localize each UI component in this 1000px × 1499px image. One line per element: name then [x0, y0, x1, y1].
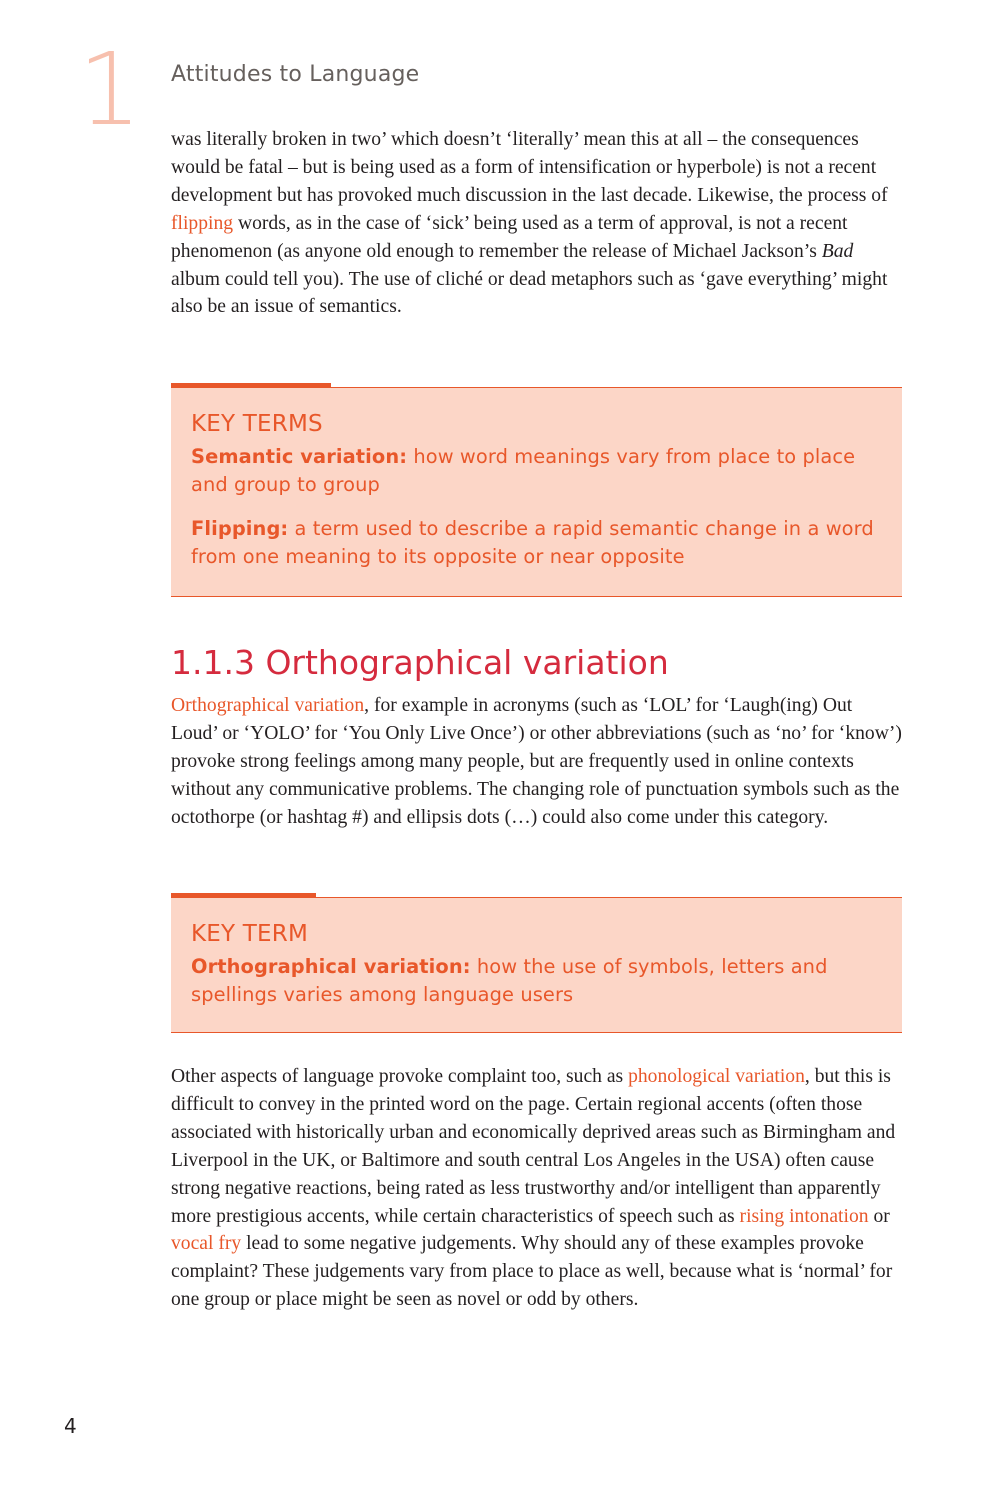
key-term-definition: how the use of symbols, letters and spellings varies among language users	[191, 955, 828, 1006]
body-paragraph	[171, 692, 903, 832]
text-run: , but this is difficult to convey in the printed word on the page. Certain regional accents (often those associated with historically urban and economically deprived areas such as Birmingham and Liverpool in the UK, or Baltimore and south central Los Angeles in the USA) often cause strong negative reactions, being rated as less trustworthy and/or intelligent than apparently more prestigious accents, while certain characteristics of speech such as	[171, 1066, 896, 1227]
text-run: was literally broken in two’ which doesn’t ‘literally’ mean this at all – the consequences would be fatal – but is being used as a form of intensification or hyperbole) is not a recent development but has provoked much discussion in the last decade. Likewise, the process of	[171, 129, 888, 206]
key-terms-box	[171, 387, 902, 597]
chapter-number: 1	[78, 31, 142, 148]
text-run: words, as in the case of ‘sick’ being used as a term of approval, is not a recent phenomenon (as anyone old enough to remember the release of Michael Jackson’s	[171, 212, 848, 262]
glossary-link-rising-intonation[interactable]: rising intonation	[739, 1205, 869, 1227]
glossary-link-flipping[interactable]: flipping	[171, 212, 234, 234]
key-terms-heading: KEY TERMS	[191, 411, 323, 437]
glossary-link-phonological-variation[interactable]: phonological variation	[628, 1066, 805, 1087]
key-term-heading: KEY TERM	[191, 921, 308, 947]
body-paragraph	[171, 1063, 903, 1314]
key-term-word: Orthographical variation:	[191, 955, 471, 978]
text-run: lead to some negative judgements. Why should any of these examples provoke complaint? These judgements vary from place to place as well, because what is ‘normal’ for one group or place might be seen as novel or odd by others.	[171, 1233, 893, 1311]
body-paragraph	[171, 126, 903, 321]
glossary-link-orthographical-variation[interactable]: Orthographical variation	[171, 695, 365, 716]
key-term-word: Semantic variation:	[191, 445, 408, 468]
key-term-definition: how word meanings vary from place to place and group to group	[191, 445, 856, 496]
running-head-title: Attitudes to Language	[171, 62, 420, 87]
key-term-entry	[191, 953, 882, 1009]
intro-paragraph-block	[171, 126, 903, 321]
phonological-paragraph-block	[171, 1063, 903, 1314]
box-accent-bar	[171, 893, 316, 898]
key-term-definition: a term used to describe a rapid semantic change in a word from one meaning to its opposite or near opposite	[191, 517, 874, 568]
key-term-word: Flipping:	[191, 517, 289, 540]
italic-title: Bad	[821, 240, 854, 262]
key-term-entry	[191, 515, 882, 571]
text-run: Other aspects of language provoke complaint too, such as	[171, 1066, 629, 1087]
text-run: album could tell you). The use of cliché or dead metaphors such as ‘gave everything’ might also be an issue of semantics.	[171, 268, 888, 318]
text-run: or	[868, 1205, 890, 1227]
text-run: , for example in acronyms (such as ‘LOL’ for ‘Laugh(ing) Out Loud’ or ‘YOLO’ for ‘You Only Live Once’) or other abbreviations (such as ‘no’ for ‘know’) provoke strong feelings among many people, but are frequently used in online contexts without any communicative problems. The changing role of punctuation symbols such as the octothorpe (or hashtag #) and ellipsis dots (…) could also come under this category.	[171, 695, 902, 828]
page-number: 4	[64, 1414, 77, 1438]
key-term-box	[171, 897, 902, 1033]
section-heading: 1.1.3 Orthographical variation	[171, 643, 669, 682]
key-term-entry	[191, 443, 882, 499]
glossary-link-vocal-fry[interactable]: vocal fry	[171, 1233, 242, 1255]
box-accent-bar	[171, 383, 331, 388]
orthographical-paragraph-block	[171, 692, 903, 832]
